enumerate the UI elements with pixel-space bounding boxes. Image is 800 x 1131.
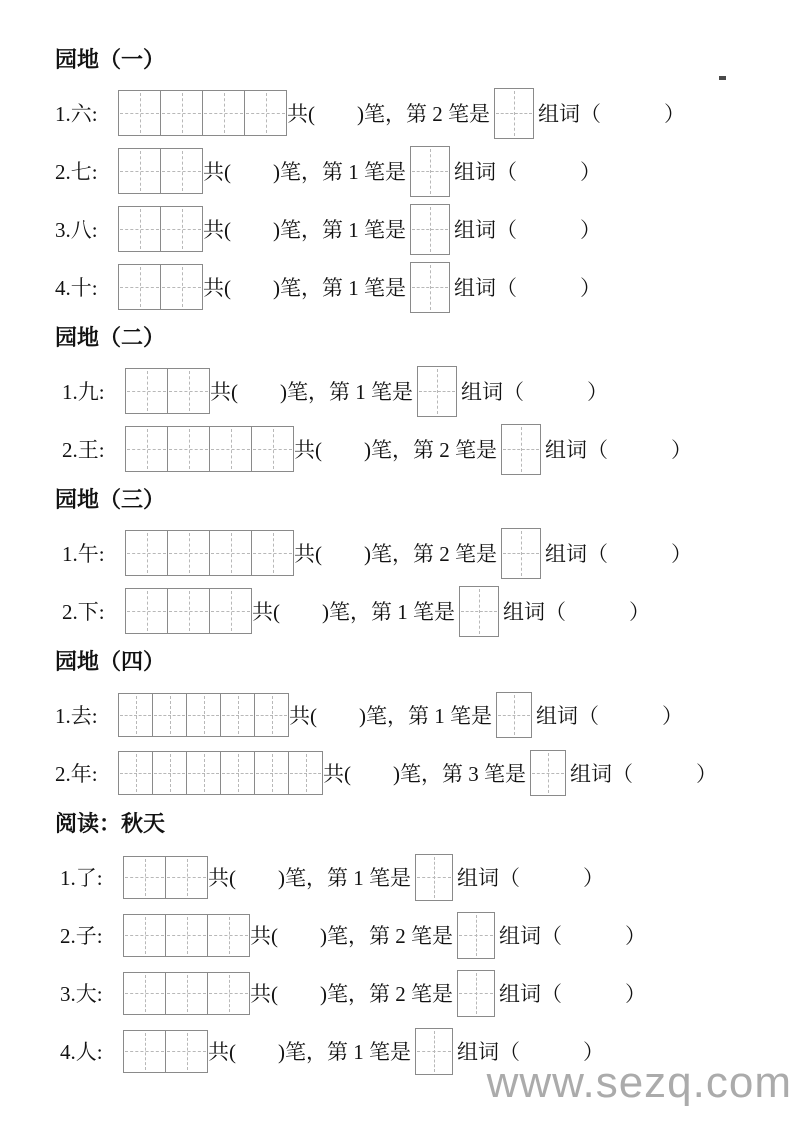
tianzige-cell (251, 530, 294, 576)
stroke-answer-box (410, 204, 450, 255)
row-label: 2.七: (55, 160, 98, 184)
practice-grid (118, 264, 203, 310)
tianzige-cell (123, 1030, 166, 1073)
tianzige-cell (220, 751, 255, 795)
tianzige-cell (167, 368, 210, 414)
exercise-row (55, 686, 770, 744)
tianzige-cell (118, 90, 161, 136)
stroke-answer-box (496, 692, 532, 738)
stroke-answer-box (494, 88, 534, 139)
exercise-row (55, 142, 770, 200)
stroke-count-text: 共( )笔，第 2 笔是 (287, 102, 490, 126)
practice-grid (118, 751, 323, 795)
word-formation-text: 组词（ ） (538, 102, 685, 126)
practice-grid (118, 206, 203, 252)
tianzige-cell (118, 264, 161, 310)
tianzige-cell (125, 588, 168, 634)
stroke-answer-box (457, 912, 495, 959)
practice-grid (118, 90, 287, 136)
tianzige-cell (254, 751, 289, 795)
word-formation-text: 组词（ ） (454, 276, 601, 300)
tianzige-cell (207, 914, 250, 957)
tianzige-cell (209, 426, 252, 472)
tianzige-cell (123, 856, 166, 899)
stroke-count-text: 共( )笔，第 2 笔是 (250, 982, 453, 1006)
watermark: www.sezq.com (486, 1058, 792, 1107)
tianzige-cell (209, 588, 252, 634)
practice-grid (123, 1030, 208, 1073)
stroke-count-text: 共( )笔，第 1 笔是 (210, 380, 413, 404)
exercise-row (55, 420, 770, 478)
tianzige-cell (202, 90, 245, 136)
tianzige-cell (123, 972, 166, 1015)
word-formation-text: 组词（ ） (570, 762, 717, 786)
stroke-answer-box (417, 366, 457, 417)
stroke-answer-box (457, 970, 495, 1017)
stroke-count-text: 共( )笔，第 1 笔是 (208, 1040, 411, 1064)
exercise-row (55, 84, 770, 142)
tianzige-cell (160, 90, 203, 136)
tianzige-cell (125, 530, 168, 576)
tianzige-cell (167, 588, 210, 634)
exercise-row (55, 964, 770, 1022)
section-title: 园地（四） (55, 649, 166, 674)
tianzige-cell (165, 856, 208, 899)
row-label: 2.子: (60, 924, 103, 948)
section-yuandi-1 (55, 46, 770, 316)
exercise-row (55, 200, 770, 258)
tianzige-cell (125, 368, 168, 414)
word-formation-text: 组词（ ） (499, 924, 646, 948)
tianzige-cell (288, 751, 323, 795)
stroke-count-text: 共( )笔，第 2 笔是 (294, 438, 497, 462)
word-formation-text: 组词（ ） (454, 160, 601, 184)
tianzige-cell (254, 693, 289, 737)
word-formation-text: 组词（ ） (499, 982, 646, 1006)
tianzige-cell (118, 751, 153, 795)
exercise-row (55, 744, 770, 802)
row-label: 1.六: (55, 102, 98, 126)
row-label: 2.下: (62, 600, 105, 624)
practice-grid (123, 972, 250, 1015)
row-label: 1.去: (55, 704, 98, 728)
practice-grid (125, 368, 210, 414)
tianzige-cell (220, 693, 255, 737)
row-label: 2.年: (55, 762, 98, 786)
stroke-count-text: 共( )笔，第 1 笔是 (203, 276, 406, 300)
tianzige-cell (123, 914, 166, 957)
stroke-answer-box (415, 854, 453, 901)
exercise-row (55, 848, 770, 906)
practice-grid (123, 856, 208, 899)
stroke-answer-box (530, 750, 566, 796)
tianzige-cell (160, 148, 203, 194)
row-label: 3.八: (55, 218, 98, 242)
section-yuandi-3 (55, 486, 770, 640)
section-title: 园地（三） (55, 487, 166, 512)
stroke-answer-box (415, 1028, 453, 1075)
stroke-answer-box (410, 262, 450, 313)
word-formation-text: 组词（ ） (536, 704, 683, 728)
exercise-row (55, 524, 770, 582)
tianzige-cell (160, 264, 203, 310)
section-yuandi-2 (55, 324, 770, 478)
word-formation-text: 组词（ ） (503, 600, 650, 624)
practice-grid (125, 588, 252, 634)
stroke-answer-box (501, 528, 541, 579)
section-yuandi-4 (55, 648, 770, 802)
tianzige-cell (118, 148, 161, 194)
row-label: 4.人: (60, 1040, 103, 1064)
tianzige-cell (152, 693, 187, 737)
word-formation-text: 组词（ ） (545, 438, 692, 462)
stroke-count-text: 共( )笔，第 2 笔是 (294, 542, 497, 566)
exercise-row (55, 906, 770, 964)
row-label: 2.王: (62, 438, 105, 462)
section-title: 阅读：秋天 (55, 811, 166, 836)
tianzige-cell (207, 972, 250, 1015)
practice-grid (118, 148, 203, 194)
stroke-count-text: 共( )笔，第 1 笔是 (289, 704, 492, 728)
row-label: 4.十: (55, 276, 98, 300)
tianzige-cell (152, 751, 187, 795)
row-label: 1.午: (62, 542, 105, 566)
exercise-row (55, 362, 770, 420)
word-formation-text: 组词（ ） (457, 866, 604, 890)
row-label: 1.了: (60, 866, 103, 890)
practice-grid (125, 530, 294, 576)
tianzige-cell (165, 1030, 208, 1073)
section-title: 园地（二） (55, 325, 166, 350)
scan-artifact-mark (719, 76, 726, 80)
tianzige-cell (125, 426, 168, 472)
stroke-count-text: 共( )笔，第 1 笔是 (252, 600, 455, 624)
tianzige-cell (186, 693, 221, 737)
row-label: 1.九: (62, 380, 105, 404)
tianzige-cell (251, 426, 294, 472)
tianzige-cell (167, 530, 210, 576)
stroke-answer-box (410, 146, 450, 197)
tianzige-cell (167, 426, 210, 472)
word-formation-text: 组词（ ） (454, 218, 601, 242)
stroke-count-text: 共( )笔，第 1 笔是 (203, 218, 406, 242)
row-label: 3.大: (60, 982, 103, 1006)
tianzige-cell (165, 914, 208, 957)
section-title: 园地（一） (55, 47, 166, 72)
word-formation-text: 组词（ ） (457, 1040, 604, 1064)
practice-grid (125, 426, 294, 472)
word-formation-text: 组词（ ） (545, 542, 692, 566)
stroke-answer-box (501, 424, 541, 475)
exercise-row (55, 582, 770, 640)
exercise-row (55, 1022, 770, 1080)
section-reading-qiutian (55, 810, 770, 1080)
exercise-row (55, 258, 770, 316)
tianzige-cell (244, 90, 287, 136)
stroke-count-text: 共( )笔，第 2 笔是 (250, 924, 453, 948)
tianzige-cell (165, 972, 208, 1015)
stroke-count-text: 共( )笔，第 1 笔是 (208, 866, 411, 890)
word-formation-text: 组词（ ） (461, 380, 608, 404)
stroke-answer-box (459, 586, 499, 637)
stroke-count-text: 共( )笔，第 1 笔是 (203, 160, 406, 184)
stroke-count-text: 共( )笔，第 3 笔是 (323, 762, 526, 786)
tianzige-cell (118, 693, 153, 737)
tianzige-cell (209, 530, 252, 576)
practice-grid (123, 914, 250, 957)
tianzige-cell (118, 206, 161, 252)
practice-grid (118, 693, 289, 737)
tianzige-cell (186, 751, 221, 795)
tianzige-cell (160, 206, 203, 252)
